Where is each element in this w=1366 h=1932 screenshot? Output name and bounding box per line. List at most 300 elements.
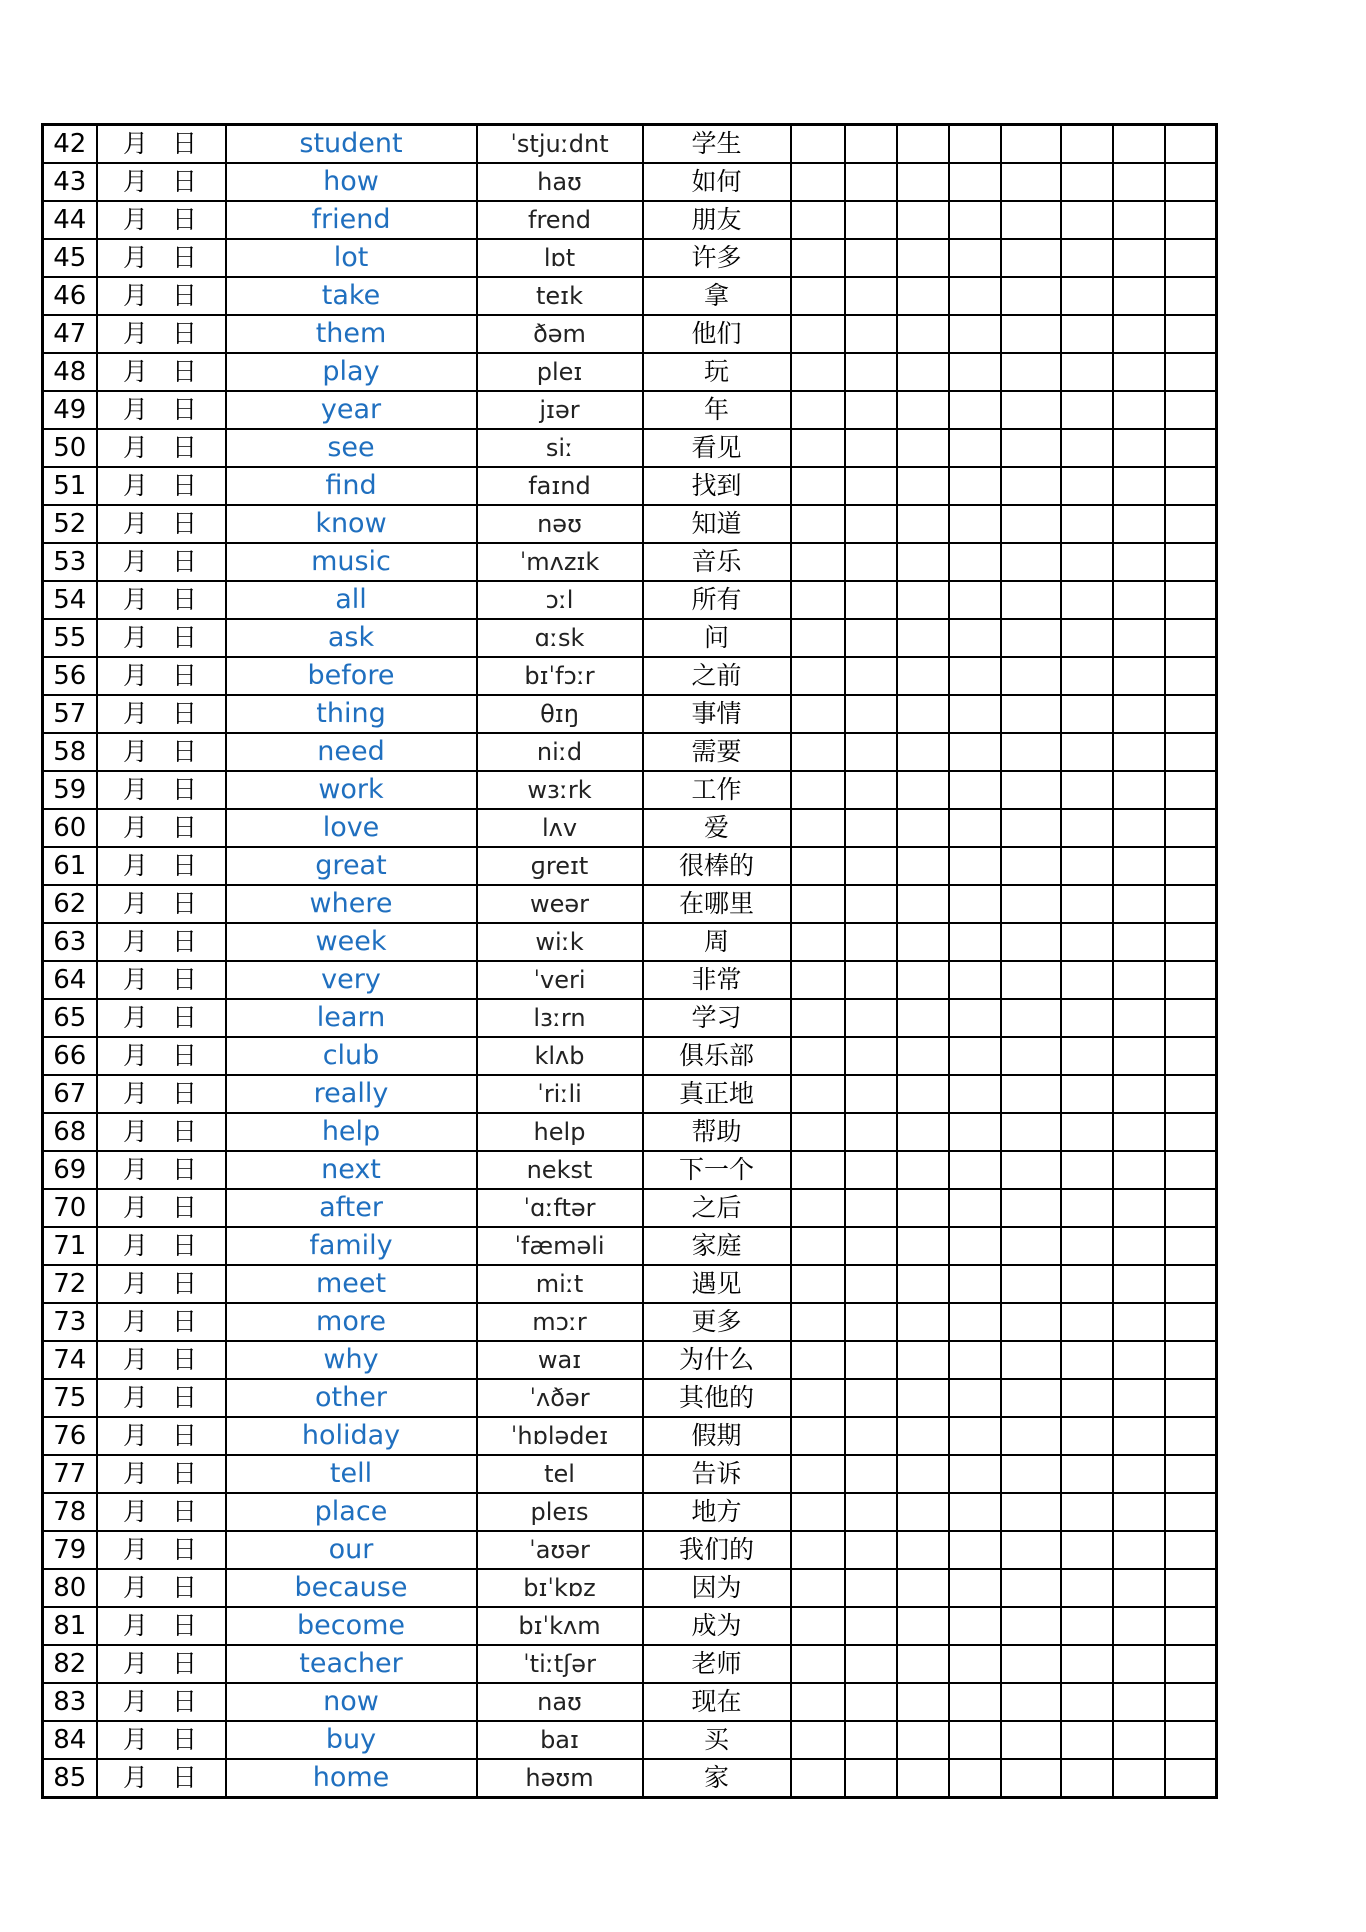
review-checkbox-cell[interactable] [1001, 1683, 1061, 1721]
review-checkbox-cell[interactable] [897, 923, 949, 961]
review-checkbox-cell[interactable] [1113, 1569, 1165, 1607]
review-checkbox-cell[interactable] [791, 1265, 845, 1303]
review-checkbox-cell[interactable] [1061, 505, 1113, 543]
review-checkbox-cell[interactable] [897, 391, 949, 429]
review-checkbox-cell[interactable] [1165, 1151, 1217, 1189]
review-checkbox-cell[interactable] [1061, 695, 1113, 733]
review-checkbox-cell[interactable] [949, 239, 1001, 277]
review-checkbox-cell[interactable] [845, 1455, 897, 1493]
review-checkbox-cell[interactable] [1165, 239, 1217, 277]
review-checkbox-cell[interactable] [845, 429, 897, 467]
review-checkbox-cell[interactable] [1113, 1151, 1165, 1189]
review-checkbox-cell[interactable] [1113, 999, 1165, 1037]
review-checkbox-cell[interactable] [897, 1341, 949, 1379]
review-checkbox-cell[interactable] [791, 467, 845, 505]
review-checkbox-cell[interactable] [949, 657, 1001, 695]
review-checkbox-cell[interactable] [1061, 391, 1113, 429]
review-checkbox-cell[interactable] [1165, 1341, 1217, 1379]
review-checkbox-cell[interactable] [1113, 467, 1165, 505]
review-checkbox-cell[interactable] [949, 163, 1001, 201]
review-checkbox-cell[interactable] [1113, 1037, 1165, 1075]
review-checkbox-cell[interactable] [845, 467, 897, 505]
review-checkbox-cell[interactable] [1061, 1379, 1113, 1417]
review-checkbox-cell[interactable] [1165, 1379, 1217, 1417]
review-checkbox-cell[interactable] [1061, 277, 1113, 315]
review-checkbox-cell[interactable] [845, 1721, 897, 1759]
review-checkbox-cell[interactable] [791, 315, 845, 353]
review-checkbox-cell[interactable] [949, 1493, 1001, 1531]
date-cell[interactable] [97, 1493, 226, 1531]
date-cell[interactable] [97, 1607, 226, 1645]
review-checkbox-cell[interactable] [845, 657, 897, 695]
review-checkbox-cell[interactable] [845, 163, 897, 201]
review-checkbox-cell[interactable] [1165, 847, 1217, 885]
review-checkbox-cell[interactable] [897, 1759, 949, 1798]
date-cell[interactable] [97, 1341, 226, 1379]
review-checkbox-cell[interactable] [1001, 619, 1061, 657]
review-checkbox-cell[interactable] [845, 315, 897, 353]
date-cell[interactable] [97, 277, 226, 315]
review-checkbox-cell[interactable] [897, 505, 949, 543]
review-checkbox-cell[interactable] [791, 1759, 845, 1798]
review-checkbox-cell[interactable] [1165, 277, 1217, 315]
review-checkbox-cell[interactable] [1001, 1265, 1061, 1303]
review-checkbox-cell[interactable] [1061, 1645, 1113, 1683]
review-checkbox-cell[interactable] [845, 1265, 897, 1303]
review-checkbox-cell[interactable] [845, 391, 897, 429]
review-checkbox-cell[interactable] [949, 1303, 1001, 1341]
review-checkbox-cell[interactable] [1061, 1075, 1113, 1113]
review-checkbox-cell[interactable] [791, 1645, 845, 1683]
review-checkbox-cell[interactable] [1061, 809, 1113, 847]
review-checkbox-cell[interactable] [1061, 1493, 1113, 1531]
review-checkbox-cell[interactable] [1165, 1531, 1217, 1569]
review-checkbox-cell[interactable] [845, 1569, 897, 1607]
review-checkbox-cell[interactable] [1001, 353, 1061, 391]
date-cell[interactable] [97, 1417, 226, 1455]
review-checkbox-cell[interactable] [1061, 1303, 1113, 1341]
review-checkbox-cell[interactable] [791, 1379, 845, 1417]
review-checkbox-cell[interactable] [1061, 923, 1113, 961]
review-checkbox-cell[interactable] [1061, 125, 1113, 164]
review-checkbox-cell[interactable] [1001, 657, 1061, 695]
date-cell[interactable] [97, 809, 226, 847]
review-checkbox-cell[interactable] [1061, 429, 1113, 467]
review-checkbox-cell[interactable] [791, 277, 845, 315]
review-checkbox-cell[interactable] [949, 619, 1001, 657]
review-checkbox-cell[interactable] [1061, 163, 1113, 201]
review-checkbox-cell[interactable] [1113, 1341, 1165, 1379]
review-checkbox-cell[interactable] [1165, 809, 1217, 847]
review-checkbox-cell[interactable] [791, 201, 845, 239]
date-cell[interactable] [97, 239, 226, 277]
review-checkbox-cell[interactable] [1113, 1113, 1165, 1151]
review-checkbox-cell[interactable] [1001, 1113, 1061, 1151]
review-checkbox-cell[interactable] [791, 999, 845, 1037]
review-checkbox-cell[interactable] [949, 1151, 1001, 1189]
review-checkbox-cell[interactable] [1001, 581, 1061, 619]
review-checkbox-cell[interactable] [1061, 1417, 1113, 1455]
review-checkbox-cell[interactable] [1061, 885, 1113, 923]
review-checkbox-cell[interactable] [897, 1379, 949, 1417]
review-checkbox-cell[interactable] [949, 1037, 1001, 1075]
review-checkbox-cell[interactable] [1061, 999, 1113, 1037]
review-checkbox-cell[interactable] [845, 239, 897, 277]
review-checkbox-cell[interactable] [1113, 391, 1165, 429]
review-checkbox-cell[interactable] [1165, 1607, 1217, 1645]
review-checkbox-cell[interactable] [949, 315, 1001, 353]
review-checkbox-cell[interactable] [845, 695, 897, 733]
review-checkbox-cell[interactable] [1061, 771, 1113, 809]
review-checkbox-cell[interactable] [1001, 1417, 1061, 1455]
review-checkbox-cell[interactable] [1165, 961, 1217, 999]
date-cell[interactable] [97, 923, 226, 961]
review-checkbox-cell[interactable] [1165, 1645, 1217, 1683]
review-checkbox-cell[interactable] [897, 999, 949, 1037]
review-checkbox-cell[interactable] [845, 1645, 897, 1683]
review-checkbox-cell[interactable] [791, 733, 845, 771]
review-checkbox-cell[interactable] [949, 505, 1001, 543]
review-checkbox-cell[interactable] [1061, 201, 1113, 239]
review-checkbox-cell[interactable] [791, 429, 845, 467]
review-checkbox-cell[interactable] [1001, 1645, 1061, 1683]
date-cell[interactable] [97, 467, 226, 505]
review-checkbox-cell[interactable] [897, 961, 949, 999]
review-checkbox-cell[interactable] [1061, 1455, 1113, 1493]
review-checkbox-cell[interactable] [845, 353, 897, 391]
review-checkbox-cell[interactable] [949, 201, 1001, 239]
review-checkbox-cell[interactable] [1001, 1303, 1061, 1341]
review-checkbox-cell[interactable] [845, 1189, 897, 1227]
review-checkbox-cell[interactable] [845, 619, 897, 657]
review-checkbox-cell[interactable] [1113, 847, 1165, 885]
review-checkbox-cell[interactable] [1061, 315, 1113, 353]
review-checkbox-cell[interactable] [897, 847, 949, 885]
review-checkbox-cell[interactable] [1061, 1683, 1113, 1721]
review-checkbox-cell[interactable] [791, 581, 845, 619]
review-checkbox-cell[interactable] [1061, 733, 1113, 771]
review-checkbox-cell[interactable] [845, 1037, 897, 1075]
review-checkbox-cell[interactable] [897, 885, 949, 923]
date-cell[interactable] [97, 733, 226, 771]
review-checkbox-cell[interactable] [1113, 1607, 1165, 1645]
date-cell[interactable] [97, 847, 226, 885]
review-checkbox-cell[interactable] [1061, 1227, 1113, 1265]
review-checkbox-cell[interactable] [791, 1037, 845, 1075]
review-checkbox-cell[interactable] [949, 695, 1001, 733]
review-checkbox-cell[interactable] [1165, 315, 1217, 353]
review-checkbox-cell[interactable] [1113, 1455, 1165, 1493]
date-cell[interactable] [97, 1759, 226, 1798]
review-checkbox-cell[interactable] [949, 1265, 1001, 1303]
date-cell[interactable] [97, 505, 226, 543]
review-checkbox-cell[interactable] [791, 1569, 845, 1607]
review-checkbox-cell[interactable] [1165, 201, 1217, 239]
date-cell[interactable] [97, 315, 226, 353]
review-checkbox-cell[interactable] [897, 125, 949, 164]
review-checkbox-cell[interactable] [1113, 1721, 1165, 1759]
date-cell[interactable] [97, 1189, 226, 1227]
review-checkbox-cell[interactable] [949, 1683, 1001, 1721]
review-checkbox-cell[interactable] [1165, 885, 1217, 923]
review-checkbox-cell[interactable] [897, 1037, 949, 1075]
date-cell[interactable] [97, 695, 226, 733]
date-cell[interactable] [97, 1075, 226, 1113]
review-checkbox-cell[interactable] [949, 125, 1001, 164]
date-cell[interactable] [97, 1455, 226, 1493]
review-checkbox-cell[interactable] [897, 695, 949, 733]
review-checkbox-cell[interactable] [1113, 1683, 1165, 1721]
review-checkbox-cell[interactable] [1001, 1037, 1061, 1075]
review-checkbox-cell[interactable] [949, 847, 1001, 885]
date-cell[interactable] [97, 999, 226, 1037]
review-checkbox-cell[interactable] [1113, 1759, 1165, 1798]
review-checkbox-cell[interactable] [897, 163, 949, 201]
date-cell[interactable] [97, 1645, 226, 1683]
review-checkbox-cell[interactable] [1001, 1075, 1061, 1113]
review-checkbox-cell[interactable] [1113, 505, 1165, 543]
review-checkbox-cell[interactable] [1061, 961, 1113, 999]
review-checkbox-cell[interactable] [1001, 201, 1061, 239]
review-checkbox-cell[interactable] [1001, 1151, 1061, 1189]
review-checkbox-cell[interactable] [1061, 1151, 1113, 1189]
review-checkbox-cell[interactable] [1165, 581, 1217, 619]
review-checkbox-cell[interactable] [845, 885, 897, 923]
review-checkbox-cell[interactable] [949, 277, 1001, 315]
date-cell[interactable] [97, 543, 226, 581]
review-checkbox-cell[interactable] [949, 771, 1001, 809]
review-checkbox-cell[interactable] [1113, 923, 1165, 961]
review-checkbox-cell[interactable] [845, 1113, 897, 1151]
review-checkbox-cell[interactable] [1113, 581, 1165, 619]
review-checkbox-cell[interactable] [1001, 391, 1061, 429]
review-checkbox-cell[interactable] [791, 239, 845, 277]
review-checkbox-cell[interactable] [791, 771, 845, 809]
review-checkbox-cell[interactable] [1001, 429, 1061, 467]
review-checkbox-cell[interactable] [1061, 1265, 1113, 1303]
review-checkbox-cell[interactable] [1061, 847, 1113, 885]
date-cell[interactable] [97, 163, 226, 201]
review-checkbox-cell[interactable] [1061, 1759, 1113, 1798]
review-checkbox-cell[interactable] [791, 1227, 845, 1265]
review-checkbox-cell[interactable] [1113, 961, 1165, 999]
review-checkbox-cell[interactable] [791, 1151, 845, 1189]
review-checkbox-cell[interactable] [845, 125, 897, 164]
review-checkbox-cell[interactable] [1001, 505, 1061, 543]
review-checkbox-cell[interactable] [791, 1113, 845, 1151]
review-checkbox-cell[interactable] [897, 657, 949, 695]
date-cell[interactable] [97, 1531, 226, 1569]
review-checkbox-cell[interactable] [791, 505, 845, 543]
review-checkbox-cell[interactable] [845, 277, 897, 315]
date-cell[interactable] [97, 1721, 226, 1759]
review-checkbox-cell[interactable] [1113, 809, 1165, 847]
review-checkbox-cell[interactable] [845, 1493, 897, 1531]
review-checkbox-cell[interactable] [791, 125, 845, 164]
review-checkbox-cell[interactable] [845, 1227, 897, 1265]
date-cell[interactable] [97, 1227, 226, 1265]
date-cell[interactable] [97, 961, 226, 999]
review-checkbox-cell[interactable] [1061, 619, 1113, 657]
review-checkbox-cell[interactable] [897, 1683, 949, 1721]
review-checkbox-cell[interactable] [949, 429, 1001, 467]
review-checkbox-cell[interactable] [949, 581, 1001, 619]
review-checkbox-cell[interactable] [1165, 999, 1217, 1037]
review-checkbox-cell[interactable] [1113, 353, 1165, 391]
review-checkbox-cell[interactable] [1165, 1417, 1217, 1455]
review-checkbox-cell[interactable] [845, 961, 897, 999]
date-cell[interactable] [97, 581, 226, 619]
review-checkbox-cell[interactable] [1001, 543, 1061, 581]
review-checkbox-cell[interactable] [949, 1607, 1001, 1645]
date-cell[interactable] [97, 1683, 226, 1721]
review-checkbox-cell[interactable] [1001, 1189, 1061, 1227]
review-checkbox-cell[interactable] [845, 201, 897, 239]
review-checkbox-cell[interactable] [1165, 1759, 1217, 1798]
review-checkbox-cell[interactable] [1165, 1303, 1217, 1341]
review-checkbox-cell[interactable] [1113, 277, 1165, 315]
review-checkbox-cell[interactable] [1061, 1037, 1113, 1075]
review-checkbox-cell[interactable] [897, 1607, 949, 1645]
review-checkbox-cell[interactable] [949, 1379, 1001, 1417]
review-checkbox-cell[interactable] [791, 1417, 845, 1455]
review-checkbox-cell[interactable] [1001, 277, 1061, 315]
review-checkbox-cell[interactable] [949, 467, 1001, 505]
review-checkbox-cell[interactable] [791, 163, 845, 201]
review-checkbox-cell[interactable] [897, 315, 949, 353]
review-checkbox-cell[interactable] [791, 1721, 845, 1759]
review-checkbox-cell[interactable] [1165, 353, 1217, 391]
review-checkbox-cell[interactable] [1001, 771, 1061, 809]
review-checkbox-cell[interactable] [1113, 543, 1165, 581]
review-checkbox-cell[interactable] [949, 809, 1001, 847]
review-checkbox-cell[interactable] [845, 999, 897, 1037]
review-checkbox-cell[interactable] [791, 619, 845, 657]
review-checkbox-cell[interactable] [1113, 695, 1165, 733]
review-checkbox-cell[interactable] [845, 1417, 897, 1455]
review-checkbox-cell[interactable] [1001, 163, 1061, 201]
review-checkbox-cell[interactable] [949, 885, 1001, 923]
review-checkbox-cell[interactable] [1113, 239, 1165, 277]
review-checkbox-cell[interactable] [1165, 695, 1217, 733]
date-cell[interactable] [97, 125, 226, 164]
review-checkbox-cell[interactable] [1165, 733, 1217, 771]
review-checkbox-cell[interactable] [1165, 429, 1217, 467]
review-checkbox-cell[interactable] [845, 1683, 897, 1721]
review-checkbox-cell[interactable] [1001, 695, 1061, 733]
review-checkbox-cell[interactable] [897, 201, 949, 239]
review-checkbox-cell[interactable] [845, 1607, 897, 1645]
review-checkbox-cell[interactable] [897, 239, 949, 277]
review-checkbox-cell[interactable] [1001, 1721, 1061, 1759]
review-checkbox-cell[interactable] [1001, 923, 1061, 961]
date-cell[interactable] [97, 1265, 226, 1303]
review-checkbox-cell[interactable] [897, 1645, 949, 1683]
review-checkbox-cell[interactable] [791, 847, 845, 885]
date-cell[interactable] [97, 1113, 226, 1151]
review-checkbox-cell[interactable] [1001, 467, 1061, 505]
review-checkbox-cell[interactable] [1113, 1417, 1165, 1455]
review-checkbox-cell[interactable] [1061, 1341, 1113, 1379]
date-cell[interactable] [97, 1303, 226, 1341]
review-checkbox-cell[interactable] [1113, 1265, 1165, 1303]
review-checkbox-cell[interactable] [1061, 353, 1113, 391]
review-checkbox-cell[interactable] [1165, 163, 1217, 201]
review-checkbox-cell[interactable] [949, 923, 1001, 961]
date-cell[interactable] [97, 657, 226, 695]
review-checkbox-cell[interactable] [791, 657, 845, 695]
review-checkbox-cell[interactable] [1165, 1569, 1217, 1607]
review-checkbox-cell[interactable] [1061, 581, 1113, 619]
review-checkbox-cell[interactable] [845, 1303, 897, 1341]
review-checkbox-cell[interactable] [949, 1417, 1001, 1455]
date-cell[interactable] [97, 1037, 226, 1075]
review-checkbox-cell[interactable] [791, 695, 845, 733]
review-checkbox-cell[interactable] [845, 1151, 897, 1189]
date-cell[interactable] [97, 1151, 226, 1189]
review-checkbox-cell[interactable] [845, 505, 897, 543]
review-checkbox-cell[interactable] [791, 353, 845, 391]
review-checkbox-cell[interactable] [1165, 1455, 1217, 1493]
date-cell[interactable] [97, 201, 226, 239]
review-checkbox-cell[interactable] [949, 1227, 1001, 1265]
review-checkbox-cell[interactable] [1061, 467, 1113, 505]
review-checkbox-cell[interactable] [1113, 885, 1165, 923]
review-checkbox-cell[interactable] [949, 1721, 1001, 1759]
review-checkbox-cell[interactable] [845, 733, 897, 771]
review-checkbox-cell[interactable] [1113, 125, 1165, 164]
review-checkbox-cell[interactable] [1165, 1075, 1217, 1113]
review-checkbox-cell[interactable] [1001, 1759, 1061, 1798]
review-checkbox-cell[interactable] [1001, 885, 1061, 923]
review-checkbox-cell[interactable] [791, 1075, 845, 1113]
review-checkbox-cell[interactable] [791, 961, 845, 999]
review-checkbox-cell[interactable] [1061, 1721, 1113, 1759]
date-cell[interactable] [97, 771, 226, 809]
review-checkbox-cell[interactable] [1001, 1227, 1061, 1265]
review-checkbox-cell[interactable] [897, 581, 949, 619]
review-checkbox-cell[interactable] [949, 961, 1001, 999]
review-checkbox-cell[interactable] [1113, 1645, 1165, 1683]
review-checkbox-cell[interactable] [949, 1759, 1001, 1798]
review-checkbox-cell[interactable] [1113, 315, 1165, 353]
review-checkbox-cell[interactable] [949, 999, 1001, 1037]
review-checkbox-cell[interactable] [1113, 1379, 1165, 1417]
review-checkbox-cell[interactable] [1113, 733, 1165, 771]
review-checkbox-cell[interactable] [1113, 1303, 1165, 1341]
review-checkbox-cell[interactable] [949, 733, 1001, 771]
review-checkbox-cell[interactable] [1113, 619, 1165, 657]
review-checkbox-cell[interactable] [791, 543, 845, 581]
review-checkbox-cell[interactable] [845, 809, 897, 847]
review-checkbox-cell[interactable] [791, 1607, 845, 1645]
review-checkbox-cell[interactable] [845, 923, 897, 961]
review-checkbox-cell[interactable] [1113, 1075, 1165, 1113]
review-checkbox-cell[interactable] [897, 771, 949, 809]
review-checkbox-cell[interactable] [1165, 1683, 1217, 1721]
review-checkbox-cell[interactable] [1001, 1379, 1061, 1417]
review-checkbox-cell[interactable] [897, 543, 949, 581]
review-checkbox-cell[interactable] [1113, 1189, 1165, 1227]
review-checkbox-cell[interactable] [845, 1379, 897, 1417]
review-checkbox-cell[interactable] [1001, 1455, 1061, 1493]
review-checkbox-cell[interactable] [1165, 1493, 1217, 1531]
review-checkbox-cell[interactable] [897, 1227, 949, 1265]
review-checkbox-cell[interactable] [1113, 771, 1165, 809]
review-checkbox-cell[interactable] [1061, 1607, 1113, 1645]
review-checkbox-cell[interactable] [1001, 961, 1061, 999]
review-checkbox-cell[interactable] [845, 543, 897, 581]
